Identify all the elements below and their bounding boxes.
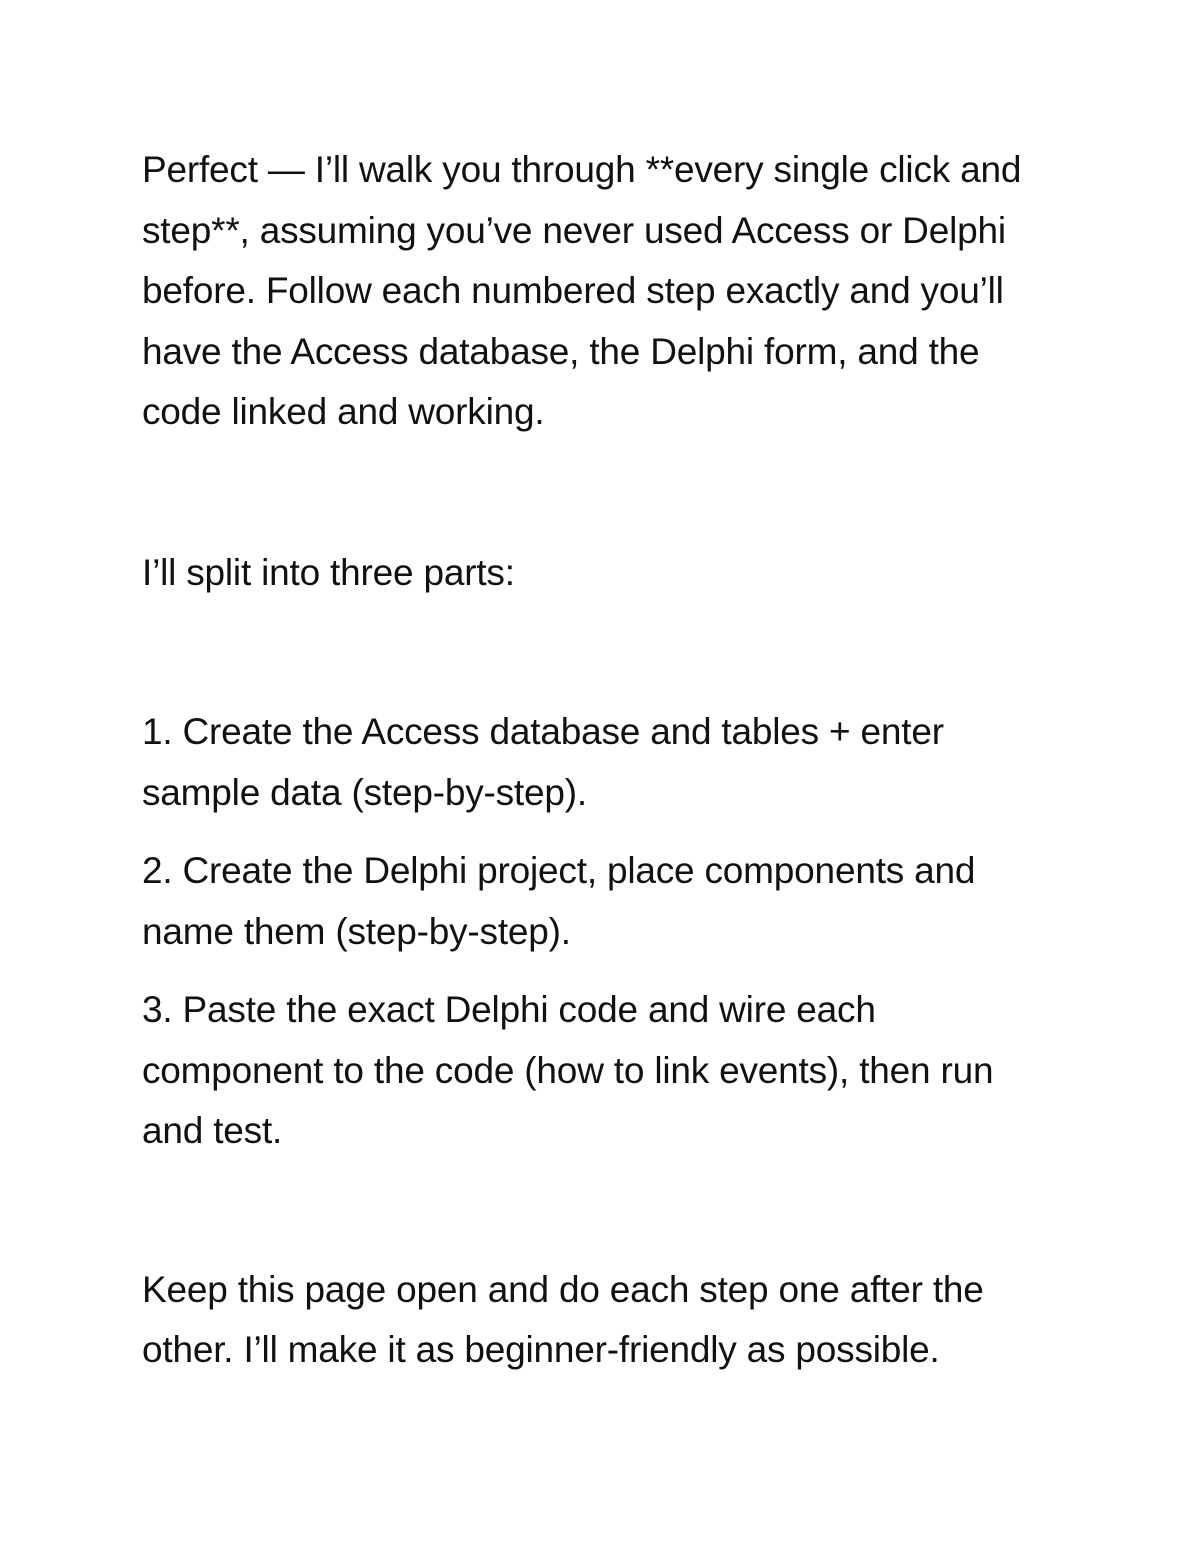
intro-paragraph: Perfect — I’ll walk you through **every single click and step**, assuming you’ve never used Access or Delphi before. Follow each numbered step exactly and you’ll have the Access database, the Delphi form, and the code linked and working.	[142, 149, 1022, 432]
list-item: 3. Paste the exact Delphi code and wire each component to the code (how to link events), then run and test.	[142, 989, 994, 1151]
list-item: 1. Create the Access database and tables + enter sample data (step-by-step).	[142, 711, 944, 813]
split-paragraph: I’ll split into three parts:	[142, 551, 515, 593]
outro-paragraph: Keep this page open and do each step one after the other. I’ll make it as beginner-friendly as possible.	[142, 1268, 984, 1370]
steps-list	[142, 702, 1062, 1162]
document-body	[142, 140, 1062, 1381]
list-item: 2. Create the Delphi project, place components and name them (step-by-step).	[142, 850, 976, 952]
